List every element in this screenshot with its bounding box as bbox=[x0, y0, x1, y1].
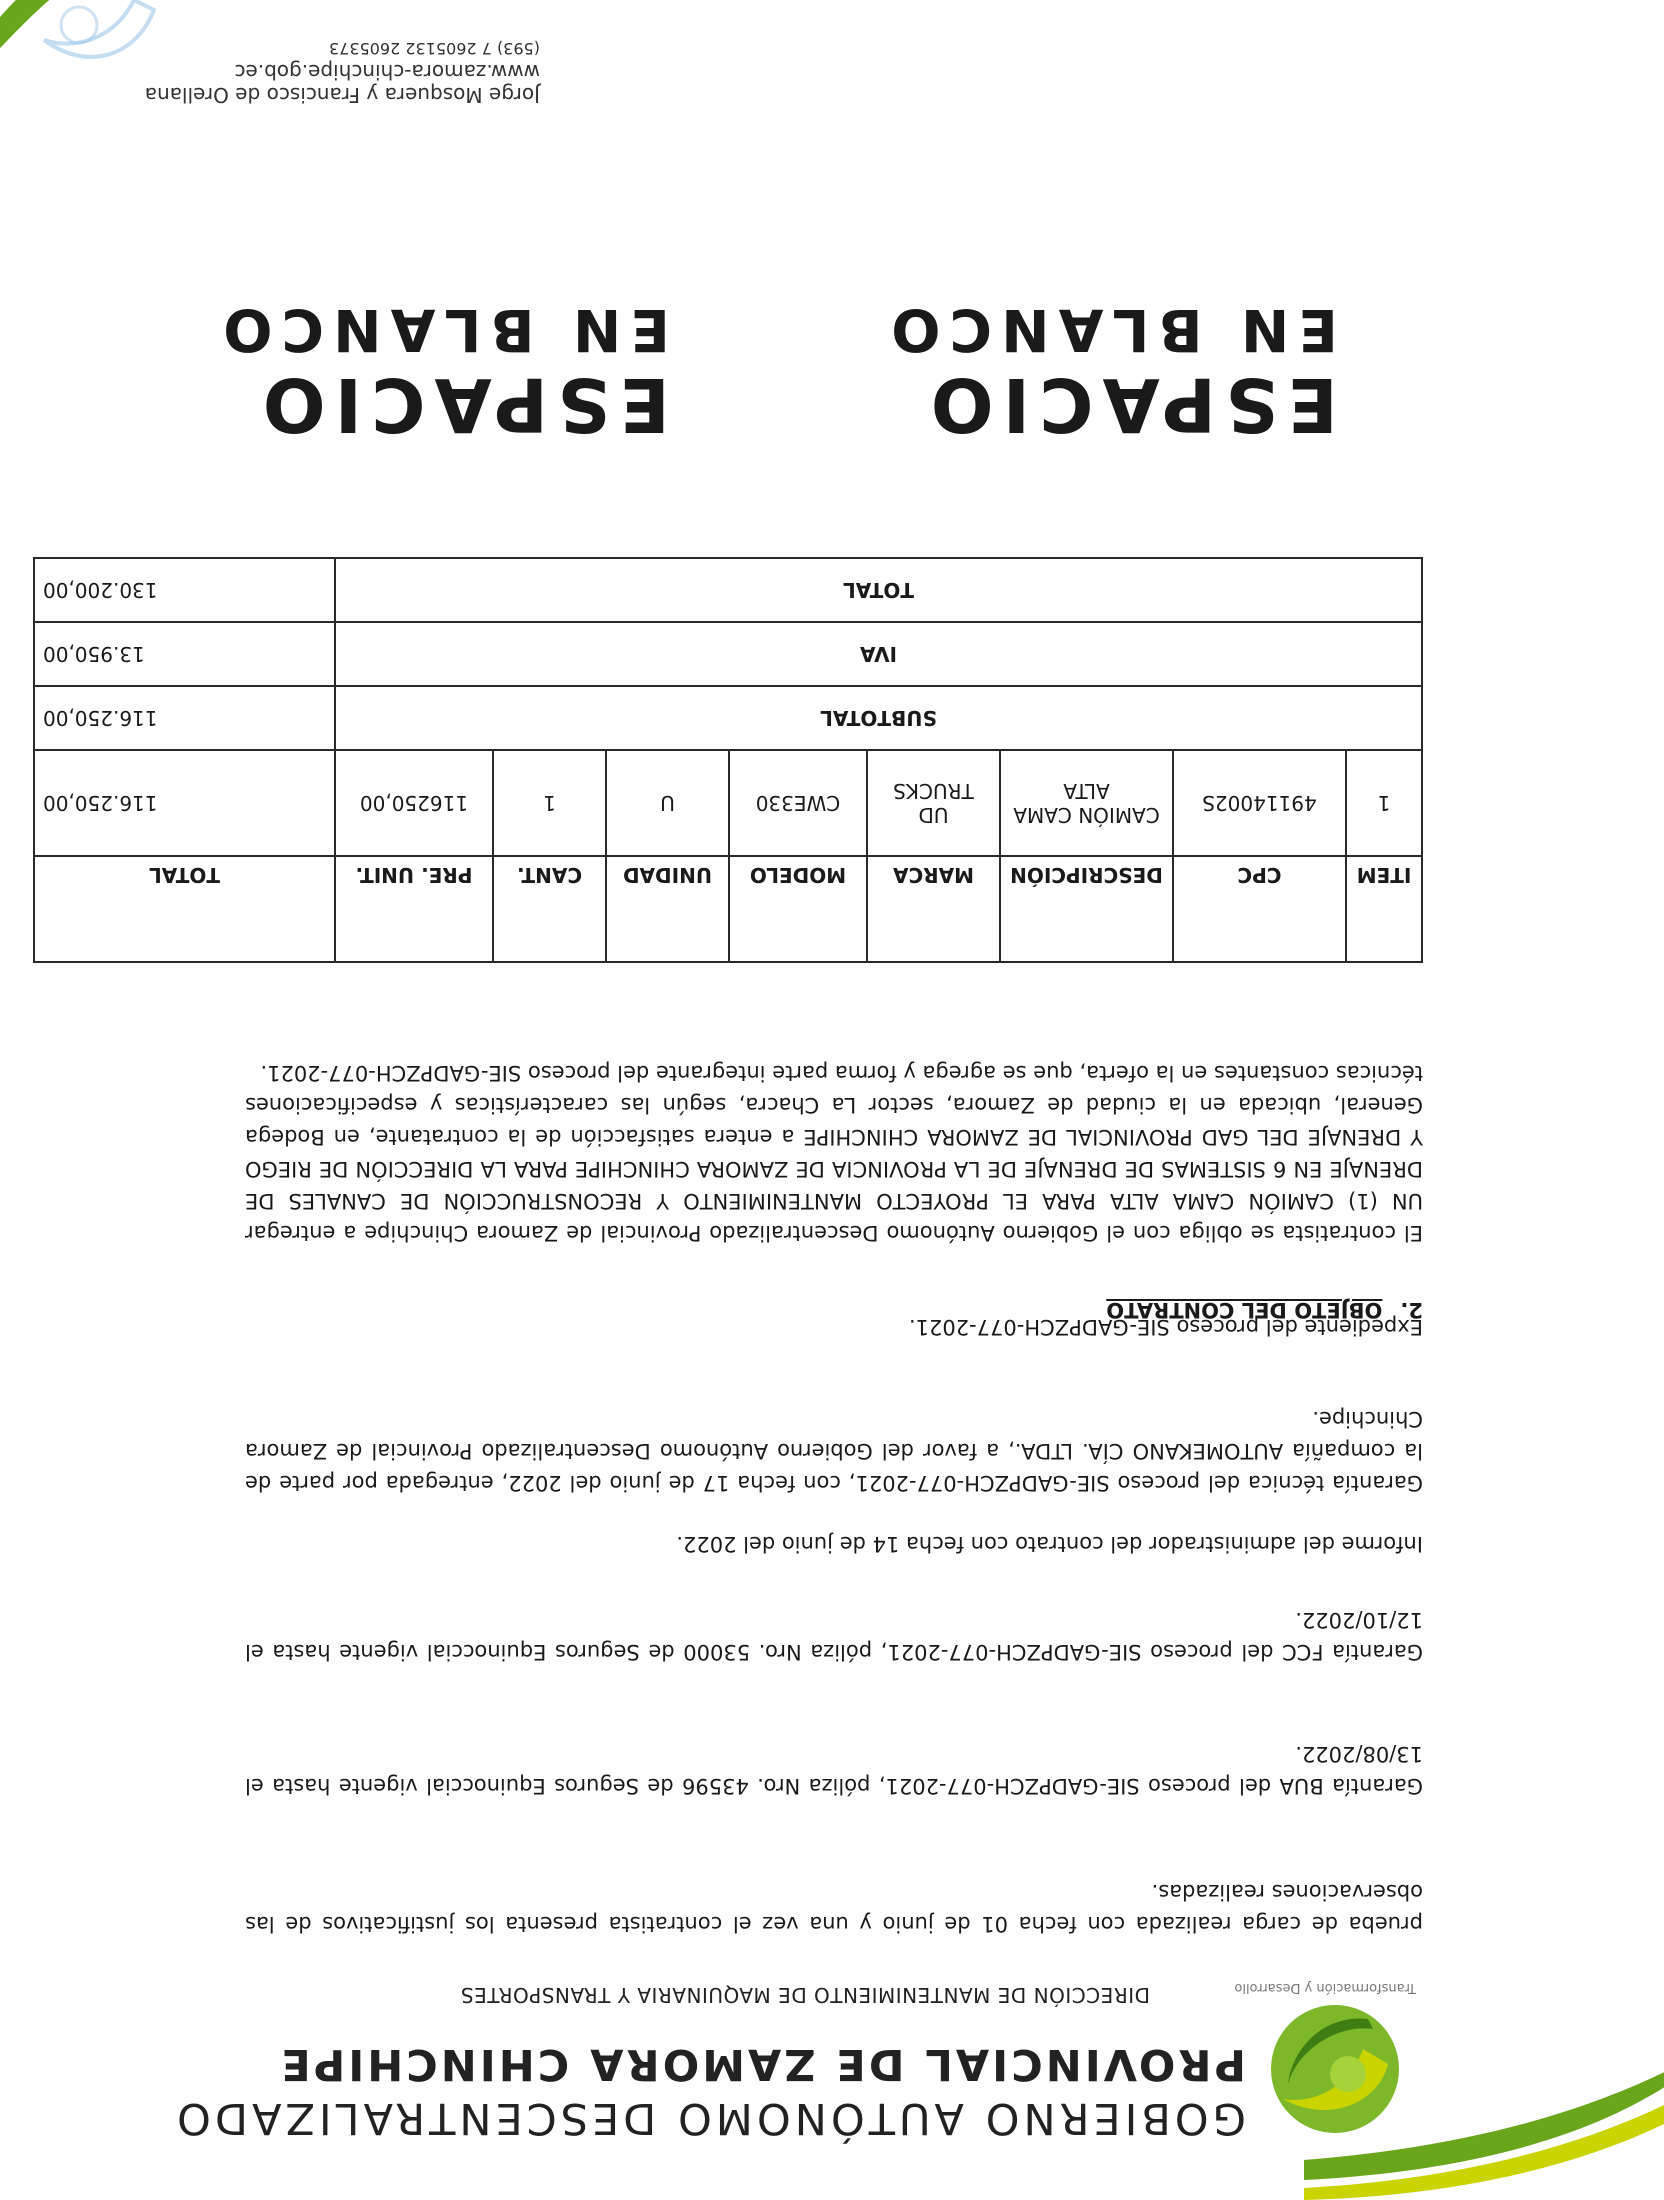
cell-description: CAMIÓN CAMA ALTA bbox=[1000, 750, 1173, 856]
subtotal-label: SUBTOTAL bbox=[335, 686, 1422, 750]
footer-phone: (593) 7 2605132 2605373 bbox=[329, 39, 540, 58]
col-header-quantity: CANT. bbox=[493, 856, 606, 962]
cell-item: 1 bbox=[1346, 750, 1422, 856]
blank-stamp-line-2: EN BLANCO bbox=[882, 296, 1338, 364]
paragraph-bua-guarantee: Garantía BUA del proceso SIE-GADPZCH-077-2021, póliza Nro. 43596 de Seguros Equinoccial vigente hasta el 13/08/2022. bbox=[245, 1742, 1423, 1798]
cell-unit-price: 116250,00 bbox=[335, 750, 493, 856]
col-header-model: MODELO bbox=[729, 856, 867, 962]
col-header-brand: MARCA bbox=[867, 856, 1000, 962]
org-name-line-1: GOBIERNO AUTÓNOMO DESCENTRALIZADO bbox=[173, 2093, 1246, 2143]
faint-stamp-icon bbox=[24, 0, 174, 80]
section-number: 2. bbox=[1400, 1298, 1423, 1322]
cell-cpc: 49114002S bbox=[1173, 750, 1346, 856]
total-value: 130.200,00 bbox=[34, 558, 335, 622]
total-row bbox=[34, 558, 1422, 622]
blank-stamp-line-2: EN BLANCO bbox=[214, 296, 670, 364]
paragraph-technical-guarantee: Garantía técnica del proceso SIE-GADPZCH-077-2021, con fecha 17 de junio del 2022, entregada por parte de la compañía AUTOMEKANO CÍA. LTDA., a favor del Gobierno Autónomo Descentralizado Provincial de Zamora Chinchipe. bbox=[245, 1407, 1423, 1495]
items-table bbox=[33, 557, 1423, 963]
organization-name bbox=[166, 2037, 1246, 2145]
cell-total: 116.250,00 bbox=[34, 750, 335, 856]
org-name-line-2: PROVINCIAL DE ZAMORA CHINCHIPE bbox=[278, 2039, 1246, 2089]
col-header-unit-price: PRE. UNIT. bbox=[335, 856, 493, 962]
subtotal-row bbox=[34, 686, 1422, 750]
gad-logo-icon bbox=[1262, 1994, 1408, 2144]
total-label: TOTAL bbox=[335, 558, 1422, 622]
paragraph-contract-object: El contratista se obliga con el Gobierno Autónomo Descentralizado Provincial de Zamora Chinchipe a entregar UN (1) CAMIÓN CAMA ALTA PARA EL PROYECTO MANTENIMIENTO Y RECONSTRUCCIÓN DE CANALES DE DRENAJE EN 6 SISTEMAS DE DRENAJE DE LA PROVINCIA DE ZAMORA CHINCHIPE PARA LA DIRECCIÓN DE RIEGO Y DRENAJE DEL GAD PROVINCIAL DE ZAMORA CHINCHIPE a entera satisfacción de la contratante, en Bodega General, ubicada en la ciudad de Zamora, sector La Chacra, según las características y especificaciones técnicas constantes en la oferta, que se agrega y forma parte integrante del proceso SIE-GADPZCH-077-2021. bbox=[245, 1061, 1423, 1245]
cell-brand: UD TRUCKS bbox=[867, 750, 1000, 856]
cell-unit: U bbox=[606, 750, 729, 856]
tagline: Transformación y Desarrollo bbox=[1234, 1980, 1416, 1995]
cell-model: CWE330 bbox=[729, 750, 867, 856]
cell-quantity: 1 bbox=[493, 750, 606, 856]
subtotal-value: 116.250,00 bbox=[34, 686, 335, 750]
footer-contact bbox=[145, 37, 540, 106]
department-name: DIRECCIÓN DE MANTENIMIENTO DE MAQUINARIA Y TRANSPORTES bbox=[460, 1983, 1150, 2007]
blank-stamp-line-1: ESPACIO bbox=[253, 361, 670, 447]
iva-label: IVA bbox=[335, 622, 1422, 686]
section-heading bbox=[1106, 1298, 1423, 1322]
section-title: OBJETO DEL CONTRATO bbox=[1106, 1298, 1383, 1322]
paragraph-process-file: Expediente del proceso SIE-GADPZCH-077-2021. bbox=[908, 1315, 1423, 1339]
footer-address: Jorge Mosquera y Francisco de Orellana bbox=[144, 83, 540, 107]
iva-value: 13.950,00 bbox=[34, 622, 335, 686]
col-header-total: TOTAL bbox=[34, 856, 335, 962]
paragraph-fcc-guarantee: Garantía FCC del proceso SIE-GADPZCH-077-2021, póliza Nro. 53000 de Seguros Equinoccial vigente hasta el 12/10/2022. bbox=[245, 1608, 1423, 1664]
blank-space-stamp-left bbox=[882, 297, 1338, 445]
blank-space-stamp-right bbox=[214, 297, 670, 445]
col-header-item: ITEM bbox=[1346, 856, 1422, 962]
footer-website: www.zamora-chinchipe.gob.ec bbox=[234, 60, 540, 84]
table-header-row bbox=[34, 856, 1422, 962]
iva-row bbox=[34, 622, 1422, 686]
table-row bbox=[34, 750, 1422, 856]
col-header-cpc: CPC bbox=[1173, 856, 1346, 962]
blank-stamp-line-1: ESPACIO bbox=[921, 361, 1338, 447]
paragraph-load-test: prueba de carga realizada con fecha 01 de junio y una vez el contratista presenta los justificativos de las observaciones realizadas. bbox=[245, 1880, 1423, 1936]
col-header-description: DESCRIPCIÓN bbox=[1000, 856, 1173, 962]
paragraph-administrator-report: Informe del administrador del contrato con fecha 14 de junio del 2022. bbox=[676, 1532, 1423, 1556]
col-header-unit: UNIDAD bbox=[606, 856, 729, 962]
